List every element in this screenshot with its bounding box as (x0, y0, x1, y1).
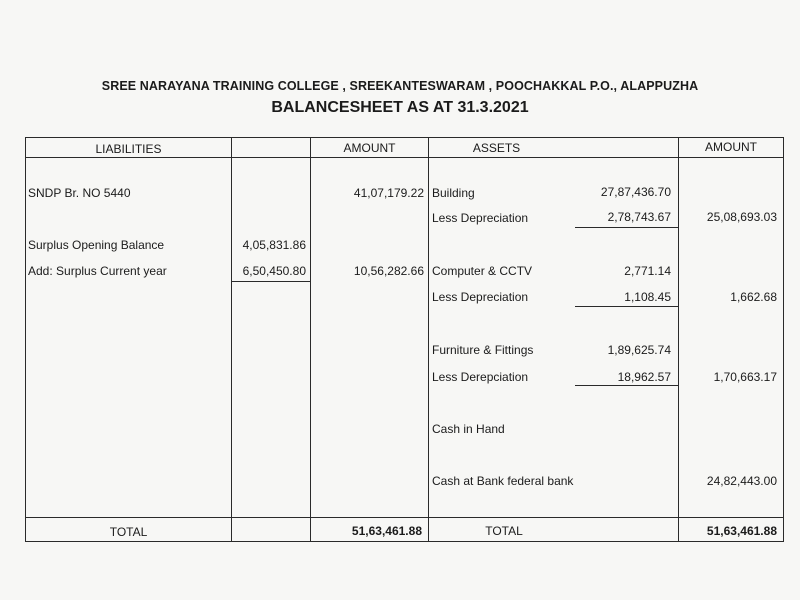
asset-computer-dep-value: 1,108.45 (624, 290, 671, 304)
col-divider-4 (678, 137, 679, 542)
surplus-opening-label: Surplus Opening Balance (28, 238, 165, 252)
asset-furniture-label: Furniture & Fittings (432, 343, 534, 357)
liability-sndp-label: SNDP Br. NO 5440 (28, 186, 131, 200)
asset-building-label: Building (432, 186, 475, 200)
furniture-dep-underline (575, 385, 678, 386)
total-left-amount: 51,63,461.88 (351, 524, 422, 538)
total-bottom-border (25, 541, 783, 542)
col-divider-1 (231, 137, 232, 542)
asset-building-value: 27,87,436.70 (600, 185, 671, 199)
surplus-current-label: Add: Surplus Current year (28, 264, 167, 278)
table-right-border (783, 137, 784, 542)
table-top-border (25, 137, 783, 138)
asset-building-dep-value: 2,78,743.67 (607, 210, 671, 224)
surplus-total-amount: 10,56,282.66 (353, 264, 424, 278)
asset-cash-hand-label: Cash in Hand (432, 422, 505, 436)
asset-building-net: 25,08,693.03 (706, 210, 777, 224)
table-left-border (25, 137, 26, 542)
asset-furniture-value: 1,89,625.74 (607, 343, 671, 357)
col-divider-3 (428, 137, 429, 542)
col-divider-2 (310, 137, 311, 542)
building-dep-underline (575, 227, 678, 228)
asset-building-dep-label: Less Depreciation (432, 211, 529, 225)
asset-computer-value: 2,771.14 (624, 264, 671, 278)
total-top-border (25, 517, 783, 518)
asset-computer-dep-label: Less Depreciation (432, 290, 529, 304)
asset-computer-label: Computer & CCTV (432, 264, 533, 278)
header-assets: ASSETS (472, 141, 521, 155)
computer-dep-underline (575, 306, 678, 307)
surplus-current-value: 6,50,450.80 (242, 264, 306, 278)
header-bottom-border (25, 157, 783, 158)
subtotal-underline-left (231, 281, 310, 282)
header-liabilities: LIABILITIES (95, 142, 162, 156)
total-left-label: TOTAL (109, 525, 148, 539)
liability-sndp-amount: 41,07,179.22 (353, 186, 424, 200)
header-amount-left: AMOUNT (343, 141, 396, 155)
total-right-amount: 51,63,461.88 (706, 524, 777, 538)
asset-cash-bank-amount: 24,82,443.00 (706, 474, 777, 488)
institution-name: SREE NARAYANA TRAINING COLLEGE , SREEKANTESWARAM , POOCHAKKAL P.O., ALAPPUZHA (101, 79, 699, 93)
asset-furniture-dep-label: Less Derepciation (432, 370, 529, 384)
total-right-label: TOTAL (485, 524, 523, 538)
asset-furniture-net: 1,70,663.17 (713, 370, 777, 384)
surplus-opening-value: 4,05,831.86 (242, 238, 306, 252)
header-amount-right: AMOUNT (705, 140, 757, 154)
asset-furniture-dep-value: 18,962.57 (617, 370, 671, 384)
asset-cash-bank-label: Cash at Bank federal bank (432, 474, 574, 488)
asset-computer-net: 1,662.68 (730, 290, 777, 304)
page-title: BALANCESHEET AS AT 31.3.2021 (271, 99, 529, 116)
